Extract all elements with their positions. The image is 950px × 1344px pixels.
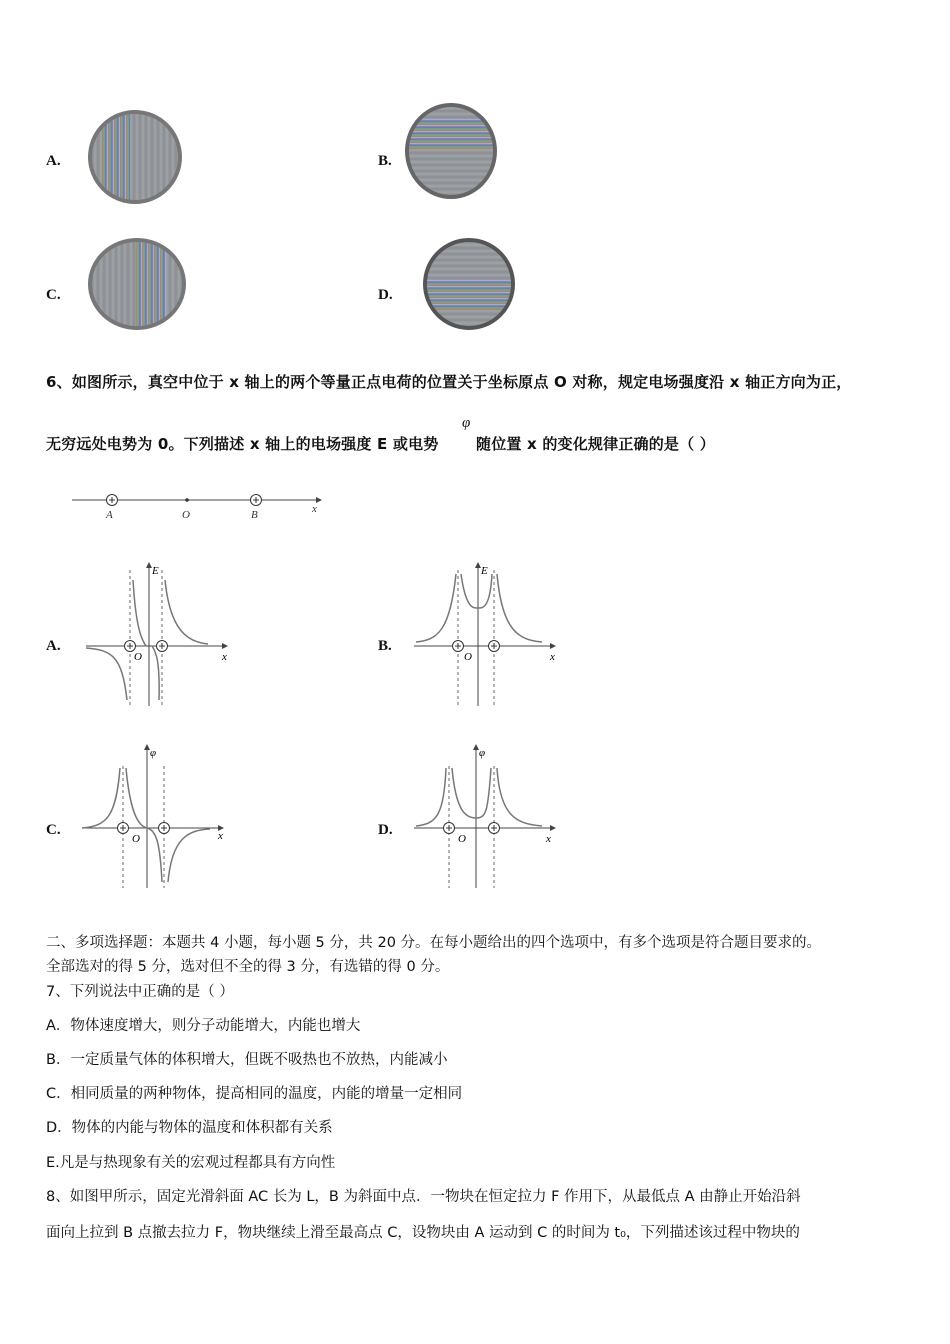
q7-stem: 7、下列说法中正确的是（ ）	[46, 984, 234, 1000]
charge-icon	[444, 823, 455, 834]
q6-stem-line2b: 随位置 x 的变化规律正确的是（ ）	[476, 435, 715, 453]
charge-icon	[489, 641, 500, 652]
fringe-image-horizontal	[405, 103, 497, 199]
q7-option-a: A．物体速度增大，则分子动能增大，内能也增大	[46, 1018, 361, 1034]
charge-icon	[489, 823, 500, 834]
option-label: D.	[378, 822, 393, 838]
label-b: B	[251, 509, 258, 521]
label-a: A	[106, 509, 113, 521]
option-label: B.	[378, 153, 392, 169]
label-e: E	[152, 565, 159, 577]
label-o: O	[464, 651, 472, 663]
label-e: E	[481, 565, 488, 577]
charge-b-icon	[251, 495, 262, 506]
charge-icon	[118, 823, 129, 834]
graph-a-field-e	[82, 560, 232, 710]
option-label: A.	[46, 638, 61, 654]
q7-option-d: D．物体的内能与物体的温度和体积都有关系	[46, 1120, 333, 1136]
label-o: O	[458, 833, 466, 845]
label-x: x	[222, 651, 227, 663]
label-phi: φ	[150, 747, 157, 759]
charge-axis-diagram	[68, 488, 328, 522]
q7-option-c: C．相同质量的两种物体，提高相同的温度，内能的增量一定相同	[46, 1086, 463, 1102]
phi-symbol: φ	[462, 415, 471, 431]
section2-heading-line2: 全部选对的得 5 分，选对但不全的得 3 分，有选错的得 0 分。	[46, 959, 450, 975]
charge-icon	[125, 641, 136, 652]
q6-stem-line1: 6、如图所示，真空中位于 x 轴上的两个等量正点电荷的位置关于坐标原点 O 对称，规定电场强度沿 x 轴正方向为正，	[46, 373, 852, 391]
fringe-image-horizontal	[423, 238, 515, 330]
label-o: O	[134, 651, 142, 663]
option-label: A.	[46, 153, 61, 169]
charge-icon	[159, 823, 170, 834]
option-label: D.	[378, 287, 393, 303]
charge-icon	[157, 641, 168, 652]
option-label: C.	[46, 822, 61, 838]
label-x: x	[550, 651, 555, 663]
label-o: O	[182, 509, 190, 521]
q7-option-b: B．一定质量气体的体积增大，但既不吸热也不放热，内能减小	[46, 1052, 448, 1068]
fringe-image-vertical	[88, 238, 186, 330]
label-x: x	[312, 503, 317, 515]
option-label: B.	[378, 638, 392, 654]
label-o: O	[132, 833, 140, 845]
graph-d-potential	[410, 742, 560, 892]
label-x: x	[546, 833, 551, 845]
q6-stem-line2a: 无穷远处电势为 0。下列描述 x 轴上的电场强度 E 或电势	[46, 435, 439, 453]
graph-c-potential	[78, 742, 228, 892]
section2-heading-line1: 二、多项选择题：本题共 4 小题，每小题 5 分，共 20 分。在每小题给出的四个选项中，有多个选项是符合题目要求的。	[46, 935, 822, 951]
graph-b-field-e	[410, 560, 560, 710]
fringe-image-vertical	[88, 110, 182, 204]
q8-stem-line1: 8、如图甲所示，固定光滑斜面 AC 长为 L，B 为斜面中点．一物块在恒定拉力 F 作用下，从最低点 A 由静止开始沿斜	[46, 1189, 801, 1205]
charge-icon	[453, 641, 464, 652]
label-x: x	[218, 830, 223, 842]
option-label: C.	[46, 287, 61, 303]
origin-dot	[185, 498, 189, 502]
q7-option-e: E.凡是与热现象有关的宏观过程都具有方向性	[46, 1155, 336, 1171]
label-phi: φ	[479, 747, 486, 759]
charge-a-icon	[107, 495, 118, 506]
q8-stem-line2: 面向上拉到 B 点撤去拉力 F，物块继续上滑至最高点 C，设物块由 A 运动到 C 的时间为 t₀，下列描述该过程中物块的	[46, 1225, 800, 1241]
